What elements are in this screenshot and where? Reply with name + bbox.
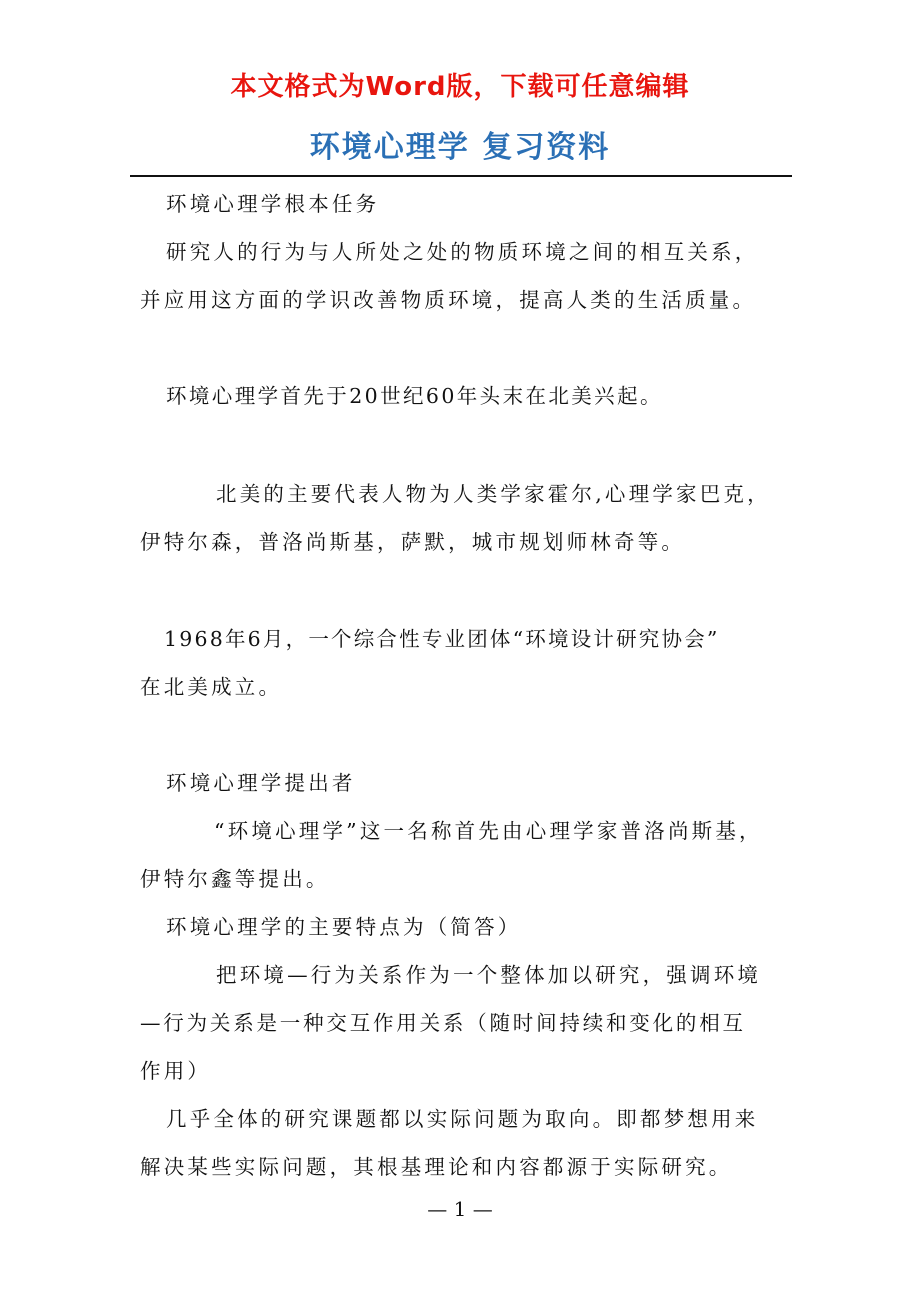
paragraph-line: 环境心理学提出者 <box>166 771 356 795</box>
paragraph-line: 环境心理学根本任务 <box>166 192 380 216</box>
header-divider <box>130 175 792 177</box>
paragraph-line: 在北美成立。 <box>140 675 283 699</box>
document-title: 环境心理学 复习资料 <box>309 130 611 165</box>
paragraph-line: 研究人的行为与人所处之处的物质环境之间的相互关系， <box>166 240 759 264</box>
format-notice-banner: 本文格式为Word版，下载可任意编辑 <box>230 72 690 102</box>
paragraph-line: 并应用这方面的学识改善物质环境，提高人类的生活质量。 <box>140 288 757 312</box>
paragraph-line: 1968年6月，一个综合性专业团体“环境设计研究协会” <box>164 627 720 651</box>
paragraph-line: 伊特尔森，普洛尚斯基，萨默，城市规划师林奇等。 <box>140 530 686 554</box>
paragraph-line: 伊特尔鑫等提出。 <box>140 867 330 891</box>
paragraph-line: 几乎全体的研究课题都以实际问题为取向。即都梦想用来 <box>166 1107 759 1131</box>
paragraph-line: 解决某些实际问题，其根基理论和内容都源于实际研究。 <box>140 1155 733 1179</box>
paragraph-line: 把环境—行为关系作为一个整体加以研究，强调环境 <box>216 963 762 987</box>
paragraph-line: —行为关系是一种交互作用关系（随时间持续和变化的相互 <box>140 1011 746 1035</box>
paragraph-line: 环境心理学的主要特点为（简答） <box>166 915 522 939</box>
page-number: — 1 — <box>427 1197 493 1221</box>
paragraph-line: 作用） <box>140 1059 212 1083</box>
paragraph-line: 北美的主要代表人物为人类学家霍尔,心理学家巴克， <box>216 482 771 506</box>
paragraph-line: 环境心理学首先于20世纪60年头末在北美兴起。 <box>166 384 663 408</box>
paragraph-line: “环境心理学”这一名称首先由心理学家普洛尚斯基， <box>214 819 763 843</box>
